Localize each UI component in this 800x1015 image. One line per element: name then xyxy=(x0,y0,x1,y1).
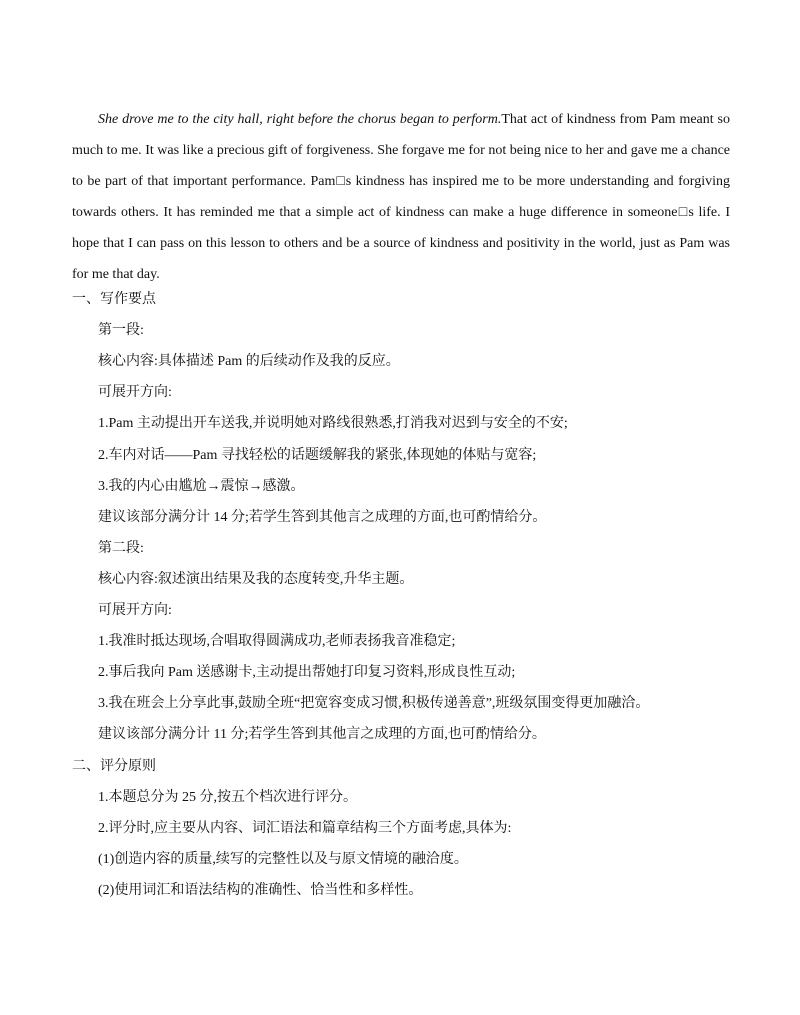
para2-label: 第二段: xyxy=(98,541,144,556)
section-heading-writing-points: 一、写作要点 xyxy=(72,292,156,307)
scoring-item-2: 2.评分时,应主要从内容、词汇语法和篇章结构三个方面考虑,具体为: xyxy=(98,821,512,836)
para1-score: 建议该部分满分计 14 分;若学生答到其他言之成理的方面,也可酌情给分。 xyxy=(98,510,547,525)
essay-body: That act of kindness from Pam meant so much to me. It was like a precious gift of forgiveness. She forgave me for not being nice to her and gave me a chance to be part of that important performance. Pam□s kindness has inspired me to be more understanding and forgiving towards others. It has reminded me that a simple act of kindness can make a huge difference in someone□s life. I hope that I can pass on this lesson to others and be a source of kindness and positivity in the world, just as Pam was for me that day. xyxy=(72,112,730,282)
para2-core: 核心内容:叙述演出结果及我的态度转变,升华主题。 xyxy=(98,572,414,587)
scoring-item-3: (1)创造内容的质量,续写的完整性以及与原文情境的融洽度。 xyxy=(98,852,468,867)
para2-point-2: 2.事后我向 Pam 送感谢卡,主动提出帮她打印复习资料,形成良性互动; xyxy=(98,665,516,680)
para2-point-1: 1.我准时抵达现场,合唱取得圆满成功,老师表扬我音准稳定; xyxy=(98,634,456,649)
para1-point-1: 1.Pam 主动提出开车送我,并说明她对路线很熟悉,打消我对迟到与安全的不安; xyxy=(98,416,568,431)
para2-directions-label: 可展开方向: xyxy=(98,603,172,618)
scoring-item-1: 1.本题总分为 25 分,按五个档次进行评分。 xyxy=(98,790,357,805)
para1-point-3: 3.我的内心由尴尬→震惊→感激。 xyxy=(98,479,305,494)
para2-score: 建议该部分满分计 11 分;若学生答到其他言之成理的方面,也可酌情给分。 xyxy=(98,727,546,742)
para1-core: 核心内容:具体描述 Pam 的后续动作及我的反应。 xyxy=(98,354,400,369)
section-heading-scoring-principles: 二、评分原则 xyxy=(72,759,156,774)
essay-paragraph xyxy=(72,104,730,290)
para2-point-3: 3.我在班会上分享此事,鼓励全班“把宽容变成习惯,积极传递善意”,班级氛围变得更加融洽。 xyxy=(98,696,650,711)
essay-italic-lead: She drove me to the city hall, right before the chorus began to perform. xyxy=(98,112,502,127)
para1-point-2: 2.车内对话——Pam 寻找轻松的话题缓解我的紧张,体现她的体贴与宽容; xyxy=(98,448,537,463)
scoring-item-4: (2)使用词汇和语法结构的准确性、恰当性和多样性。 xyxy=(98,883,423,898)
para1-label: 第一段: xyxy=(98,323,144,338)
para1-directions-label: 可展开方向: xyxy=(98,385,172,400)
